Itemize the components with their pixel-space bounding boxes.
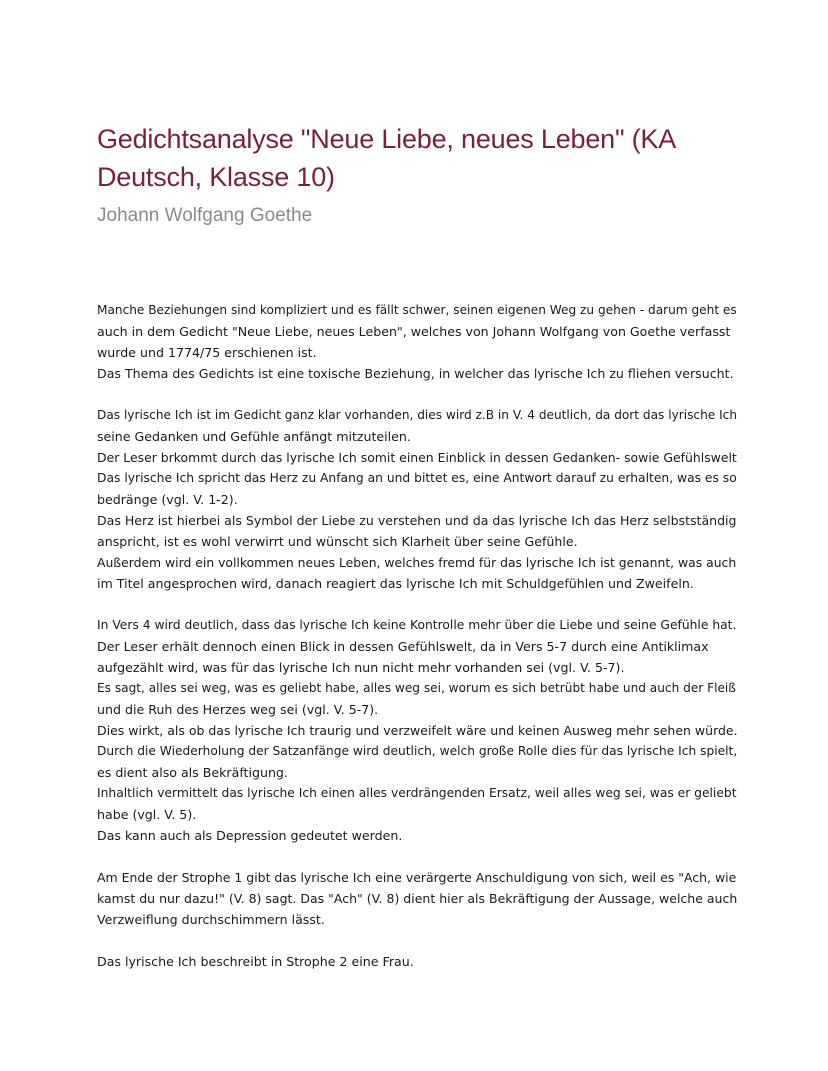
paragraph-gap (97, 930, 737, 951)
text-line: Das Thema des Gedichts ist eine toxische Beziehung, in welcher das lyrische Ich zu fliehen versucht. (97, 366, 734, 381)
text-line: habe (vgl. V. 5). (97, 807, 197, 822)
text-line: anspricht, ist es wohl verwirrt und wünscht sich Klarheit über seine Gefühle. (97, 534, 578, 549)
text-line: Dies wirkt, als ob das lyrische Ich traurig und verzweifelt wäre und keinen Ausweg mehr sehen würde. (97, 723, 738, 738)
text-line: Durch die Wiederholung der Satzanfänge wird deutlich, welch große Rolle dies für das lyrische Ich spielt, (97, 744, 738, 758)
paragraph (97, 867, 737, 930)
text-line: Das kann auch als Depression gedeutet werden. (97, 828, 403, 843)
paragraph (97, 405, 737, 594)
text-line: Verzweiflung durchschimmern lässt. (97, 912, 325, 927)
text-line: wurde und 1774/75 erschienen ist. (97, 345, 317, 360)
paragraph (97, 951, 737, 972)
text-line: Der Leser erhält dennoch einen Blick in dessen Gefühlswelt, da in Vers 5-7 durch eine Antiklimax (97, 639, 709, 654)
text-line: Das Herz ist hierbei als Symbol der Liebe zu verstehen und da das lyrische Ich das Herz selbstständig (97, 513, 737, 528)
text-line: auch in dem Gedicht "Neue Liebe, neues Leben", welches von Johann Wolfgang von Goethe verfasst (97, 324, 731, 339)
paragraph-gap (97, 384, 737, 405)
text-line: aufgezählt wird, was für das lyrische Ich nun nicht mehr vorhanden sei (vgl. V. 5-7). (97, 660, 625, 675)
text-line: Das lyrische Ich beschreibt in Strophe 2 eine Frau. (97, 954, 414, 969)
text-line: es dient also als Bekräftigung. (97, 765, 288, 780)
text-line: Außerdem wird ein vollkommen neues Leben, welches fremd für das lyrische Ich ist genannt, was auch (97, 555, 737, 570)
text-line: Manche Beziehungen sind kompliziert und es fällt schwer, seinen eigenen Weg zu gehen - darum geht es (97, 303, 737, 317)
text-line: und die Ruh des Herzes weg sei (vgl. V. 5-7). (97, 702, 379, 717)
document-body (97, 300, 737, 972)
text-line: im Titel angesprochen wird, danach reagiert das lyrische Ich mit Schuldgefühlen und Zweifeln. (97, 576, 694, 591)
paragraph (97, 300, 737, 384)
text-line: Der Leser brkommt durch das lyrische Ich somit einen Einblick in dessen Gedanken- sowie Gefühlswelt (97, 450, 737, 465)
text-line: bedränge (vgl. V. 1-2). (97, 492, 238, 507)
paragraph-gap (97, 594, 737, 615)
text-line: seine Gedanken und Gefühle anfängt mitzuteilen. (97, 429, 411, 444)
text-line: Es sagt, alles sei weg, was es geliebt habe, alles weg sei, worum es sich betrübt habe und auch der Fleiß (97, 681, 736, 695)
text-line: Am Ende der Strophe 1 gibt das lyrische Ich eine verärgerte Anschuldigung von sich, weil es "Ach, wie (97, 870, 737, 885)
text-line: Inhaltlich vermittelt das lyrische Ich einen alles verdrängenden Ersatz, weil alles weg sei, was er geliebt (97, 786, 737, 800)
paragraph (97, 615, 737, 846)
text-line: In Vers 4 wird deutlich, dass das lyrische Ich keine Kontrolle mehr über die Liebe und seine Gefühle hat. (97, 618, 737, 632)
text-line: Das lyrische Ich spricht das Herz zu Anfang an und bittet es, eine Antwort darauf zu erhalten, was es so (97, 471, 737, 485)
text-line: kamst du nur dazu!" (V. 8) sagt. Das "Ach" (V. 8) dient hier als Bekräftigung der Aussage, welche auch (97, 891, 738, 906)
paragraph-gap (97, 846, 737, 867)
document-title: Gedichtsanalyse "Neue Liebe, neues Leben" (KA Deutsch, Klasse 10) (97, 124, 675, 192)
document-subtitle: Johann Wolfgang Goethe (97, 205, 313, 226)
text-line: Das lyrische Ich ist im Gedicht ganz klar vorhanden, dies wird z.B in V. 4 deutlich, da dort das lyrische Ich (97, 408, 738, 422)
